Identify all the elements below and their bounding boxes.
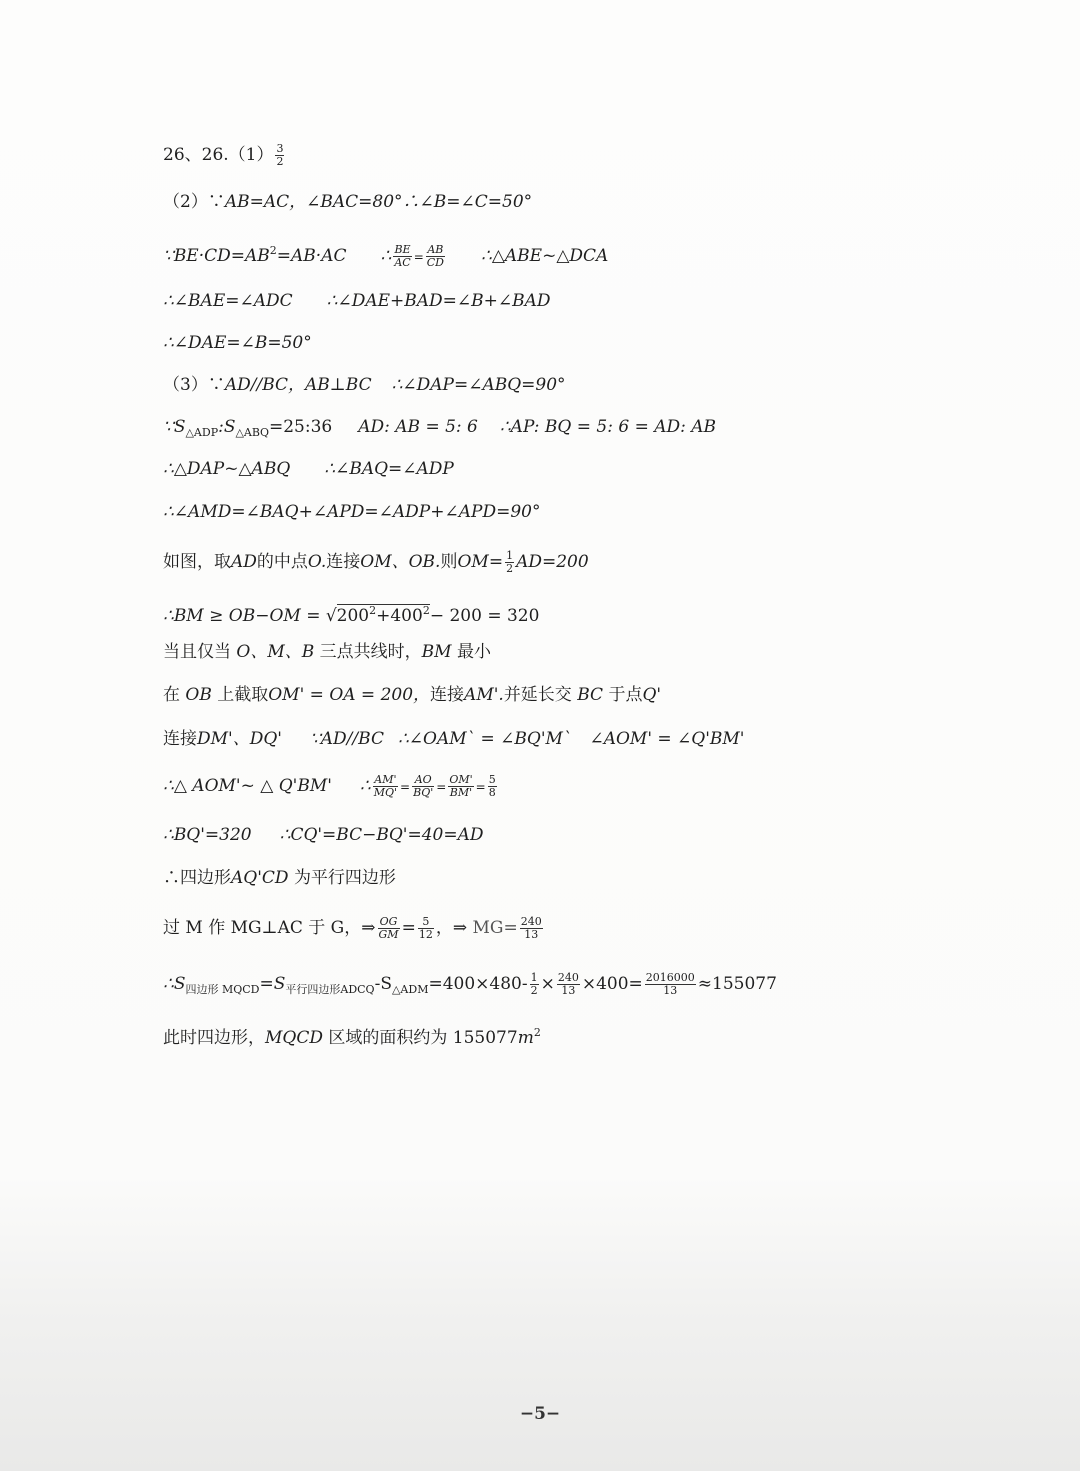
fraction: $\frac{AO}{BQ'}$ — [413, 773, 434, 799]
line-3: $\because BE\cdot CD=AB^2=AB\cdot AC$ ∴ $\frac{BE}{AC}$ = $\frac{AB}{CD}$ ∴△ABE~△DCA — [163, 243, 609, 269]
line-18: 过 M 作 MG⊥AC 于 G，⇒ $\frac{OG}{GM}$ = $\frac{5}{12}$ ，⇒ MG= $\frac{240}{13}$ — [163, 915, 542, 941]
fraction: $\frac{5}{8}$ — [488, 773, 496, 799]
line-11: ∴BM ≥ $OB-OM = √200^2+400^2- 200 = 320$ — [163, 604, 540, 626]
line-5: ∴∠DAE=∠B=50° — [163, 333, 312, 353]
fraction: $\frac{2016000}{13}$ — [645, 971, 695, 997]
fraction: $\frac{240}{13}$ — [557, 971, 579, 997]
fraction: $\frac{240}{13}$ — [520, 915, 542, 941]
line-8: ∴△DAP~△ABQ ∴∠BAQ=∠ADP — [163, 459, 454, 479]
line-14: 连接DM'、DQ' ∵AD//BC ∴∠OAM` = ∠BQ'M` ∠AOM' = ∠Q'BM' — [163, 729, 745, 749]
line-16: ∴BQ'=320 ∴CQ'=BC−BQ'=40=AD — [163, 825, 484, 845]
square-root: $200^2+400^2$ — [336, 604, 430, 626]
fraction: $\frac{AB}{CD}$ — [426, 243, 444, 269]
fraction: $\frac{3}{2}$ — [276, 142, 284, 168]
line-4: ∴∠BAE=∠ADC ∴∠DAE+BAD=∠B+∠BAD — [163, 291, 551, 311]
fraction: $\frac{OG}{GM}$ — [378, 915, 399, 941]
line-13: 在 OB 上截取OM' = OA = 200，连接AM'.并延长交 BC 于点Q' — [163, 685, 662, 705]
fraction: $\frac{BE}{AC}$ — [394, 243, 411, 269]
line-17: ∴四边形AQ'CD 为平行四边形 — [163, 868, 396, 888]
fraction: $\frac{1}{2}$ — [530, 971, 538, 997]
fraction: $\frac{5}{12}$ — [418, 915, 433, 941]
line-19: $\therefore S_{四边形 MQCD}=S_{平行四边形ADCQ}-S_{\triangle ADM}=400\times 480-$ $\frac{1}{2}$ × $\frac{240}{13}$ ×400= $\frac{2016000}{13}$ ≈155077 — [163, 971, 777, 997]
line-2: （2）∵AB=AC，∠BAC=80°∴∠B=∠C=50° — [163, 192, 533, 212]
line-1: 26、26.（1） $\frac{3}{2}$ — [163, 142, 284, 168]
line-9: ∴∠AMD=∠BAQ+∠APD=∠ADP+∠APD=90° — [163, 502, 541, 522]
fraction: $\frac{OM'}{BM'}$ — [449, 773, 473, 799]
page-number: −5− — [519, 1404, 561, 1424]
fraction: $\frac{1}{2}$ — [506, 549, 514, 575]
line-7: $\because S_{\triangle ADP}:S_{\triangle ABQ}=25:36$ AD: AB = 5: 6 ∴AP: BQ = 5: 6 = AD: AB — [163, 417, 717, 439]
line-10: 如图，取AD的中点O.连接OM、OB.则OM= $\frac{1}{2}$ AD=200 — [163, 549, 589, 575]
line-15: ∴△ AOM'~ △ Q'BM' ∴ $\frac{AM'}{MQ'}$ = $\frac{AO}{BQ'}$ = $\frac{OM'}{BM'}$ = $\frac{5}{8}$ — [163, 773, 496, 799]
fraction: $\frac{AM'}{MQ'}$ — [373, 773, 398, 799]
line-20: 此时四边形，MQCD 区域的面积约为 $155077m^2$ — [163, 1026, 541, 1048]
line-12: 当且仅当 O、M、B 三点共线时，BM 最小 — [163, 642, 491, 662]
line-6: （3）∵AD//BC，AB⊥BC ∴∠DAP=∠ABQ=90° — [163, 375, 566, 395]
